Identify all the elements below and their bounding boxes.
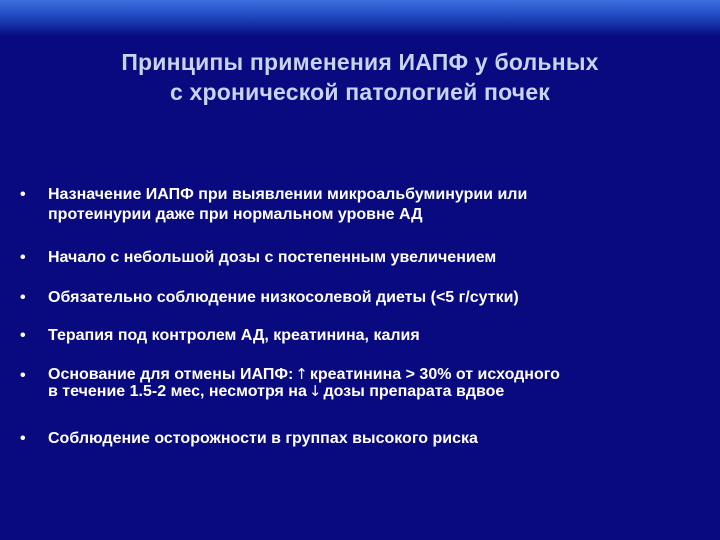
bullet-segment: в течение 1.5-2 мес, несмотря на (48, 383, 307, 400)
bullet-dot: • (20, 249, 26, 266)
arrow-down-icon: ↓ (308, 382, 322, 400)
bullet-line (48, 383, 710, 400)
bullet-dot: • (20, 186, 26, 203)
bullet-line: Назначение ИАПФ при выявлении микроальбуминурии или (48, 186, 528, 203)
bullet-text (48, 326, 710, 346)
bullet-item-6 (20, 429, 710, 449)
title-line-2: с хронической патологией почек (169, 79, 551, 105)
bullet-dot: • (20, 367, 26, 384)
bullet-item-5 (20, 366, 710, 400)
bullet-item-3 (20, 288, 710, 308)
bullet-line: Терапия под контролем АД, креатинина, калия (48, 327, 420, 344)
bullet-line: протеинурии даже при нормальном уровне АД (48, 206, 423, 223)
arrow-up-icon: ↑ (295, 365, 308, 383)
bullet-segment: дозы препарата вдвое (323, 383, 505, 400)
bullet-dot: • (20, 289, 26, 306)
bullet-text (48, 288, 710, 308)
bullet-segment: креатинина > 30% от исходного (309, 366, 560, 383)
bullet-dot: • (20, 327, 26, 344)
bullet-line (48, 366, 710, 383)
title-line-1: Принципы применения ИАПФ у больных (121, 49, 599, 75)
bullet-segment: Основание для отмены ИАПФ: (48, 366, 294, 383)
bullet-item-2 (20, 248, 710, 268)
bullet-item-4 (20, 326, 710, 346)
bullet-text (48, 366, 710, 400)
bullet-text (48, 185, 710, 225)
bullet-text (48, 248, 710, 268)
bullet-line: Обязательно соблюдение низкосолевой диеты (<5 г/сутки) (48, 289, 519, 306)
bullet-line: Начало с небольшой дозы с постепенным увеличением (48, 249, 497, 266)
bullet-item-1 (20, 185, 710, 225)
bullet-text (48, 429, 710, 449)
bullet-line: Соблюдение осторожности в группах высокого риска (48, 430, 478, 447)
bullet-dot: • (20, 430, 26, 447)
